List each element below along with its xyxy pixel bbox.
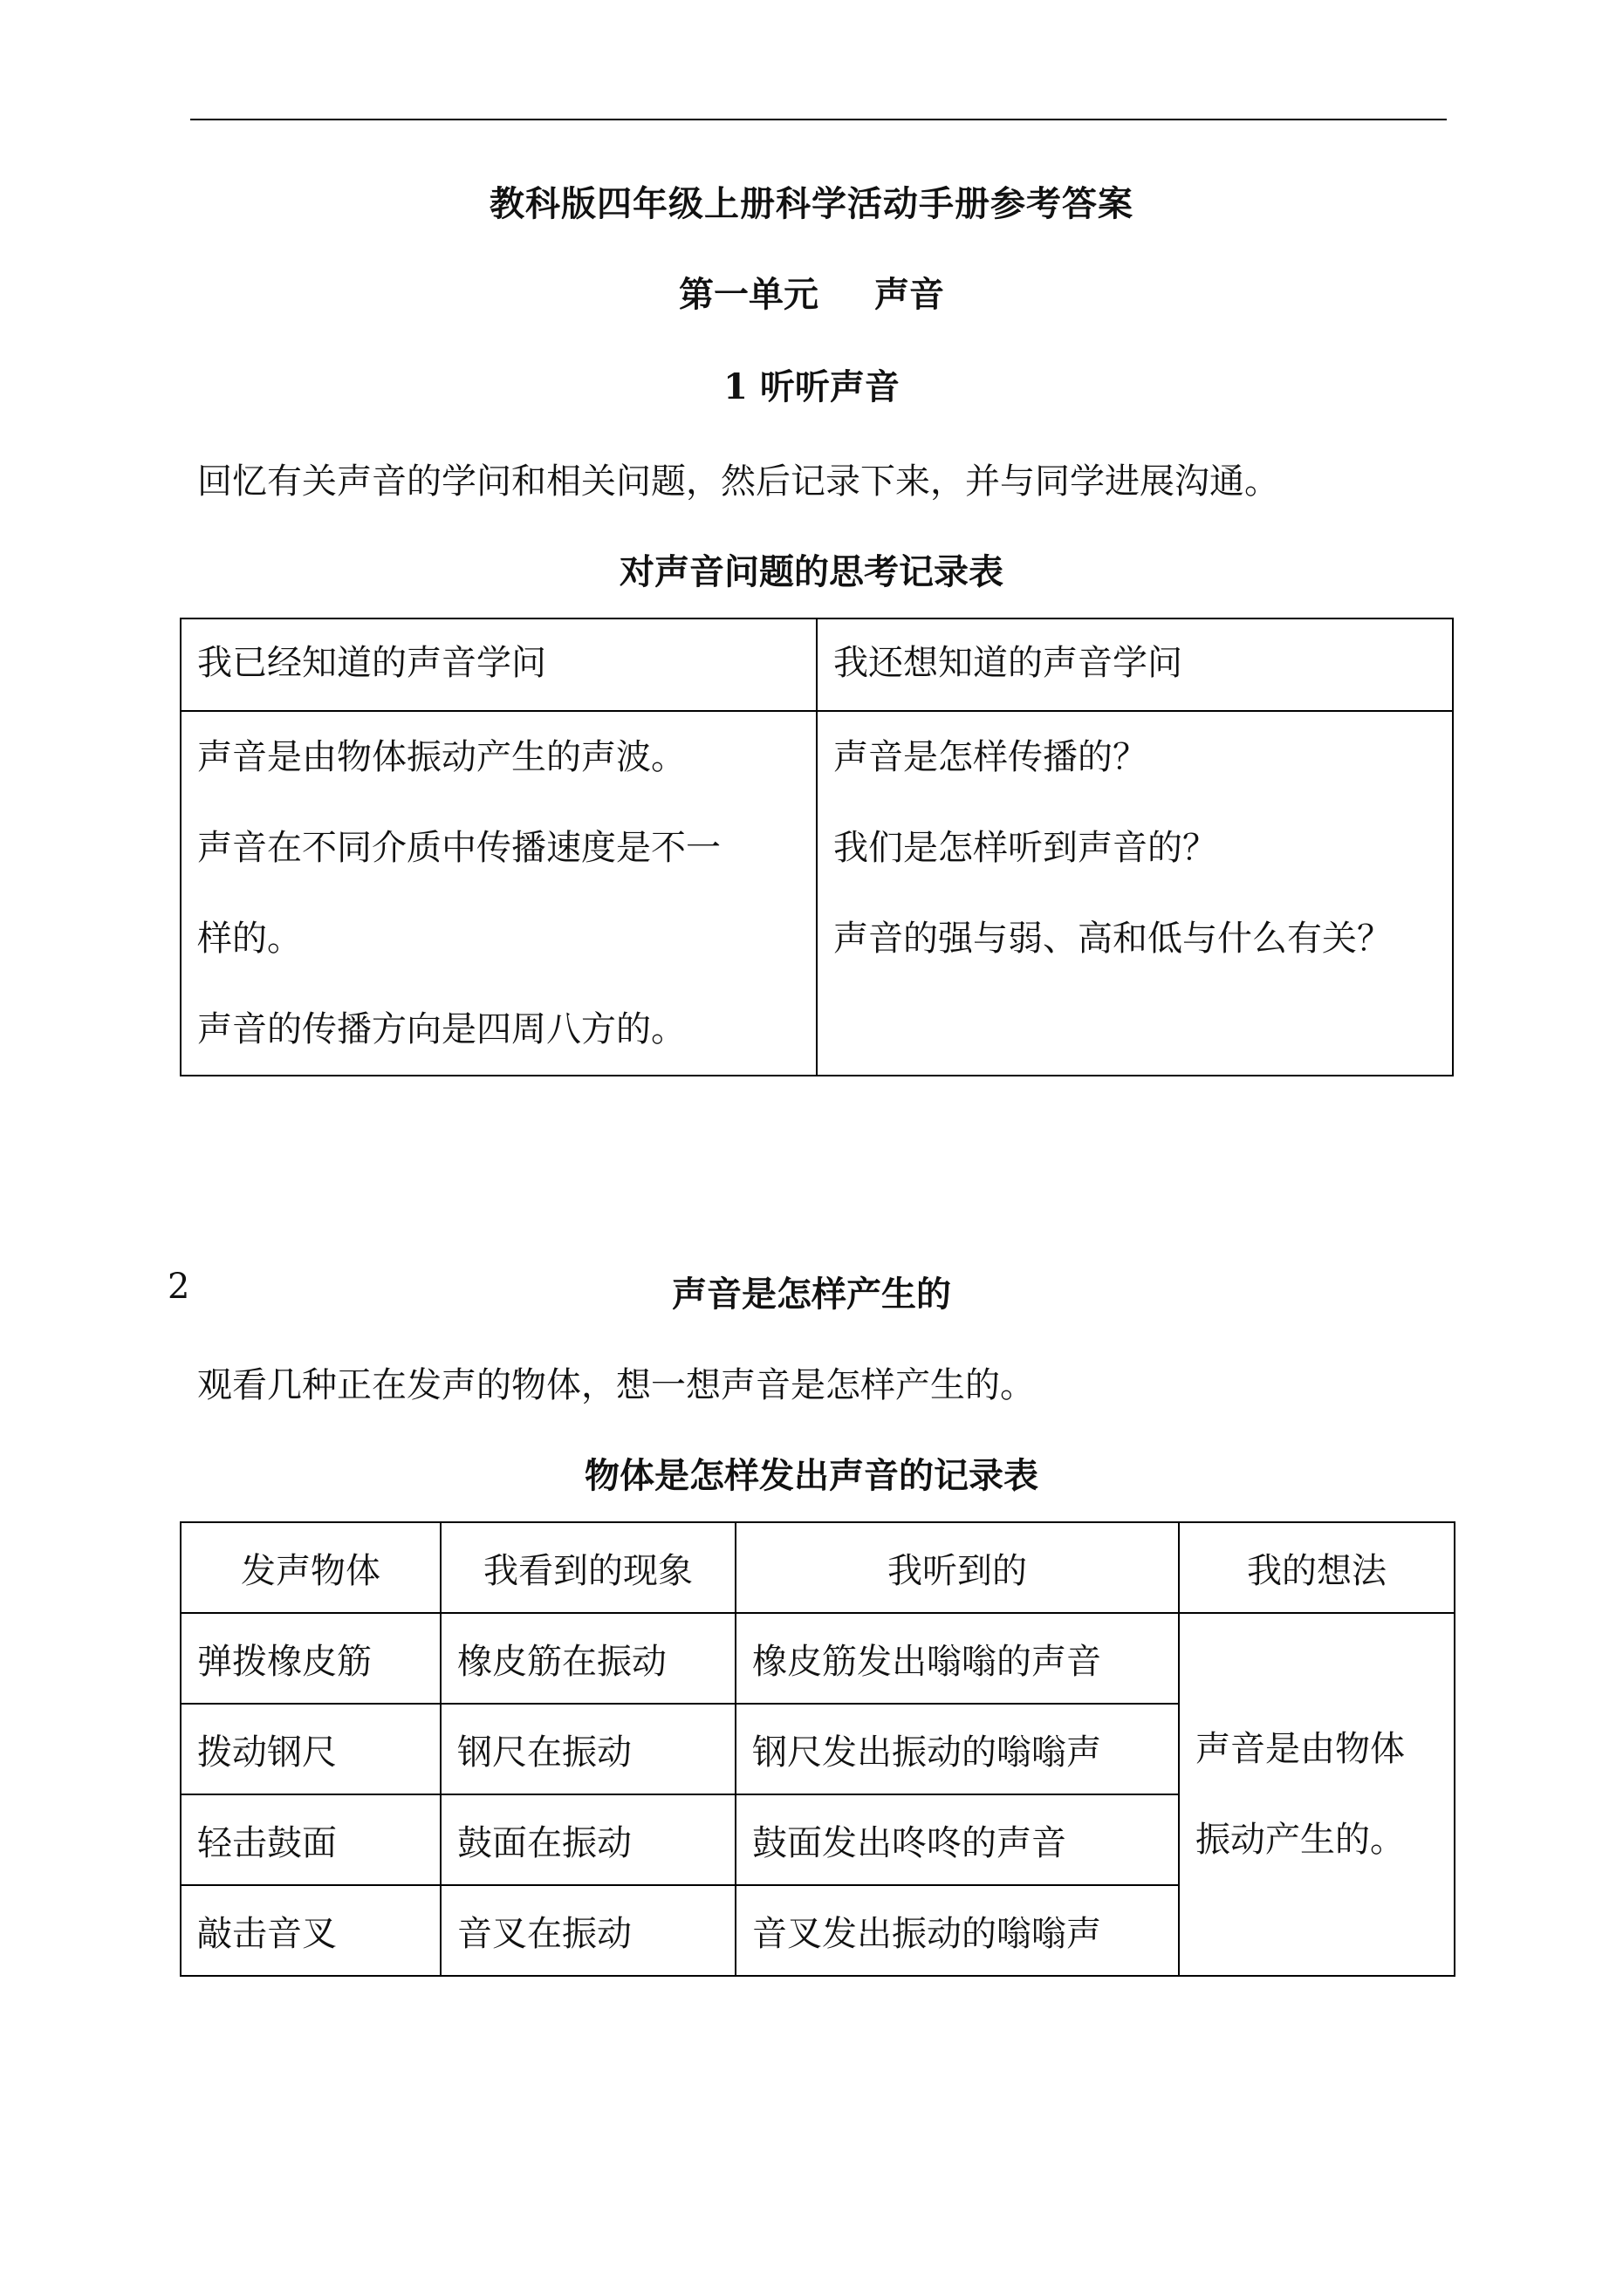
- lesson-2-title: 声音是怎样产生的: [672, 1274, 951, 1315]
- header-object: 发声物体: [181, 1522, 441, 1613]
- heard-cell: 钢尺发出振动的嗡嗡声: [736, 1704, 1179, 1794]
- lesson-1-table-caption: 对声音问题的思考记录表: [620, 551, 1003, 592]
- table-row: [181, 1613, 1455, 1704]
- seen-cell: 鼓面在振动: [441, 1794, 736, 1885]
- document-title: 教科版四年级上册科学活动手册参考答案: [490, 183, 1133, 224]
- wonder-cell: [817, 711, 1453, 1076]
- seen-cell: 音叉在振动: [441, 1885, 736, 1976]
- idea-cell: [1179, 1613, 1455, 1976]
- lesson-1-instruction: 回忆有关声音的学问和相关问题，然后记录下来，并与同学进展沟通。: [197, 461, 1279, 502]
- known-line: 声音在不同介质中传播速度是不一: [197, 828, 721, 868]
- header-wonder: 我还想知道的声音学问: [817, 618, 1453, 711]
- known-cell: [181, 711, 817, 1076]
- header-seen: 我看到的现象: [441, 1522, 736, 1613]
- lesson-2-number: 2: [168, 1267, 190, 1307]
- object-cell: 拨动钢尺: [181, 1704, 441, 1794]
- idea-line: 振动产生的。: [1195, 1820, 1405, 1860]
- known-line: 声音是由物体振动产生的声波。: [197, 737, 686, 777]
- unit-label: 第一单元: [679, 274, 818, 315]
- wonder-line: 我们是怎样听到声音的？: [833, 828, 1217, 868]
- idea-line: 声音是由物体: [1195, 1729, 1405, 1769]
- unit-heading: [0, 267, 1623, 317]
- table-body-row: [181, 711, 1453, 1076]
- seen-cell: 橡皮筋在振动: [441, 1613, 736, 1704]
- heard-cell: 音叉发出振动的嗡嗡声: [736, 1885, 1179, 1976]
- lesson-2-instruction: 观看几种正在发声的物体，想一想声音是怎样产生的。: [197, 1365, 1035, 1405]
- sound-thinking-table: [180, 618, 1454, 1076]
- header-known: 我已经知道的声音学问: [181, 618, 817, 711]
- lesson-1-title: 1 听听声音: [723, 366, 900, 407]
- lesson-2-table-caption: 物体是怎样发出声音的记录表: [585, 1455, 1038, 1496]
- heard-cell: 橡皮筋发出嗡嗡的声音: [736, 1613, 1179, 1704]
- wonder-line: 声音是怎样传播的？: [833, 737, 1147, 777]
- table-header-row: [181, 618, 1453, 711]
- seen-cell: 钢尺在振动: [441, 1704, 736, 1794]
- table-header-row: [181, 1522, 1455, 1613]
- unit-name: 声音: [874, 274, 944, 315]
- object-cell: 弹拨橡皮筋: [181, 1613, 441, 1704]
- header-heard: 我听到的: [736, 1522, 1179, 1613]
- sound-source-table: [180, 1521, 1455, 1977]
- known-line: 样的。: [197, 919, 302, 959]
- object-cell: 敲击音叉: [181, 1885, 441, 1976]
- header-rule: [190, 119, 1447, 120]
- object-cell: 轻击鼓面: [181, 1794, 441, 1885]
- known-line: 声音的传播方向是四周八方的。: [197, 1009, 686, 1049]
- heard-cell: 鼓面发出咚咚的声音: [736, 1794, 1179, 1885]
- wonder-line: 声音的强与弱、高和低与什么有关？: [833, 919, 1392, 959]
- header-idea: 我的想法: [1179, 1522, 1455, 1613]
